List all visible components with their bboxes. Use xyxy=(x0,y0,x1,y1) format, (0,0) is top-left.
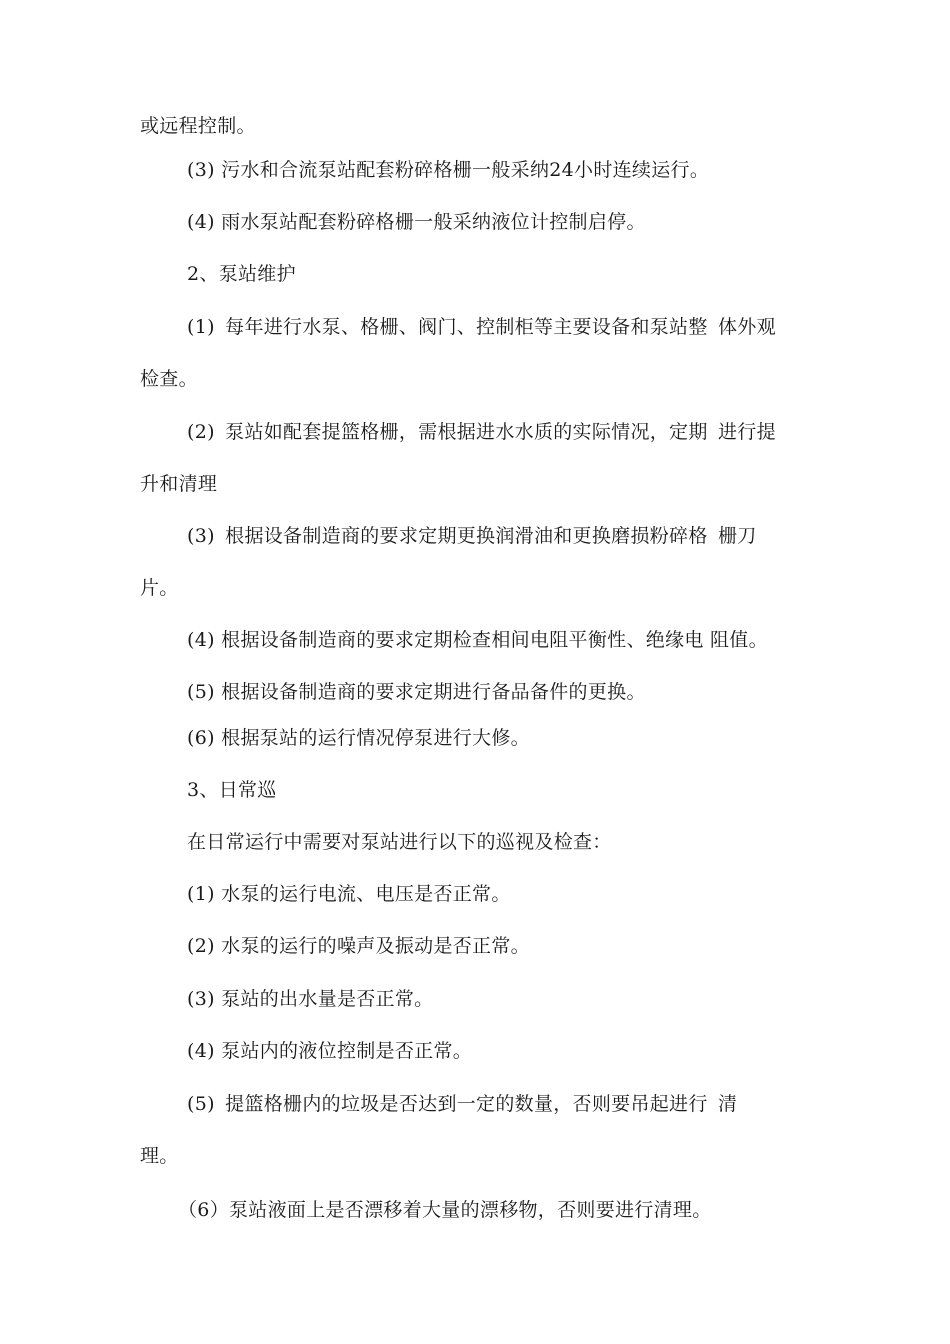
list-item: (1) 水泵的运行电流、电压是否正常。 xyxy=(187,883,511,905)
list-item: (4) 泵站内的液位控制是否正常。 xyxy=(187,1040,473,1062)
list-item: (4) 雨水泵站配套粉碎格栅一般采纳液位计控制启停。 xyxy=(187,211,646,233)
paragraph-line: 理。 xyxy=(140,1145,179,1167)
paragraph-line: 升和清理 xyxy=(140,473,218,495)
list-item: (2) 泵站如配套提篮格栅，需根据进水水质的实际情况，定期 进行提 xyxy=(187,421,776,443)
list-item: (3) 污水和合流泵站配套粉碎格栅一般采纳24小时连续运行。 xyxy=(187,159,710,181)
paragraph-line: 在日常运行中需要对泵站进行以下的巡视及检查： xyxy=(187,831,612,853)
list-item: (5) 根据设备制造商的要求定期进行备品备件的更换。 xyxy=(187,681,646,703)
paragraph-line: 检查。 xyxy=(140,368,198,390)
list-item: (5) 提篮格栅内的垃圾是否达到一定的数量，否则要吊起进行 清 xyxy=(187,1093,738,1115)
list-item: (3) 泵站的出水量是否正常。 xyxy=(187,988,434,1010)
list-item: （6）泵站液面上是否漂移着大量的漂移物，否则要进行清理。 xyxy=(178,1199,712,1221)
list-item: (3) 根据设备制造商的要求定期更换润滑油和更换磨损粉碎格 栅刀 xyxy=(187,525,757,547)
paragraph-line: 片。 xyxy=(140,577,179,599)
paragraph-line: 或远程控制。 xyxy=(140,115,256,137)
list-item: (6) 根据泵站的运行情况停泵进行大修。 xyxy=(187,727,530,749)
list-item: (1) 每年进行水泵、格栅、阀门、控制柜等主要设备和泵站整 体外观 xyxy=(187,316,776,338)
list-item: (4) 根据设备制造商的要求定期检查相间电阻平衡性、绝缘电 阻值。 xyxy=(187,629,768,651)
list-item: (2) 水泵的运行的噪声及振动是否正常。 xyxy=(187,935,530,957)
section-heading: 2、泵站维护 xyxy=(187,263,296,285)
section-heading: 3、日常巡 xyxy=(187,779,277,801)
